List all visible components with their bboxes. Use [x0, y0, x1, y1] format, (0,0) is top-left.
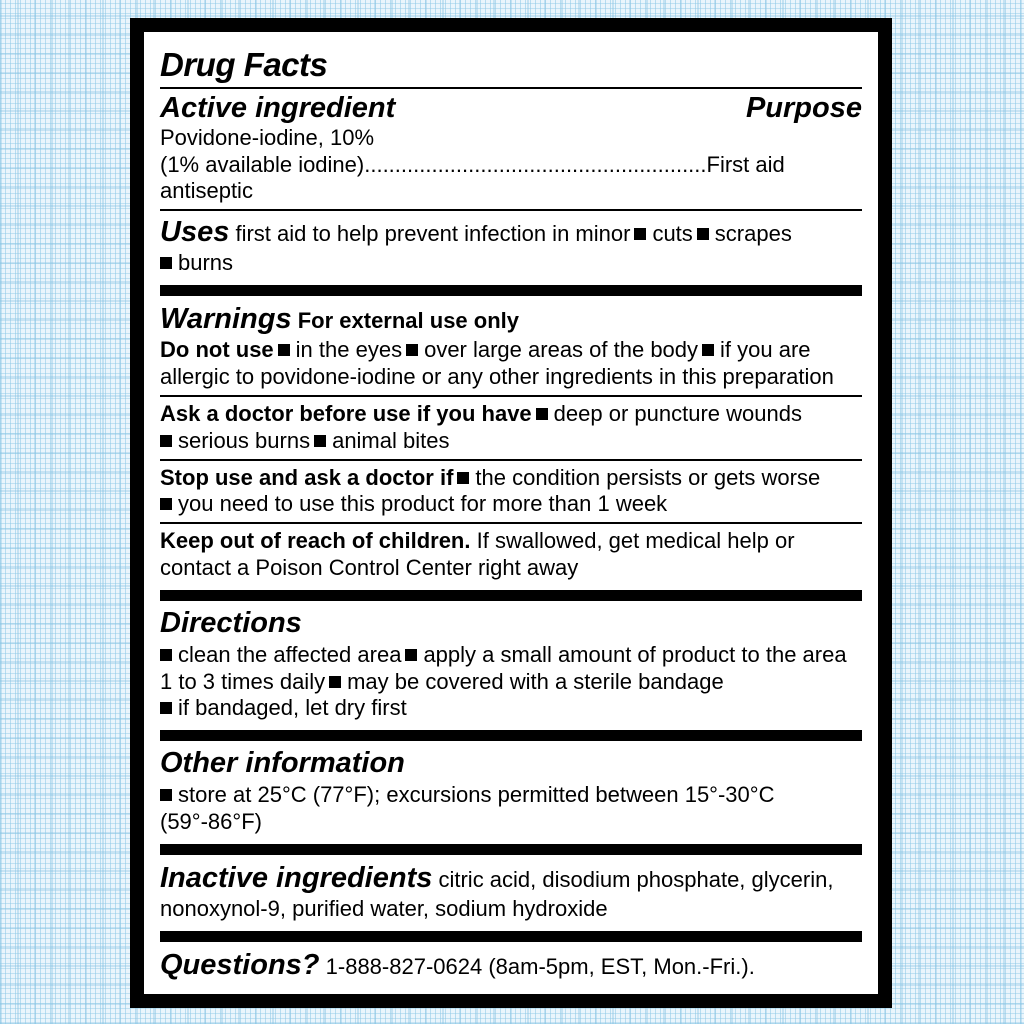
bullet-square-icon: [160, 257, 172, 269]
directions-item-1: apply a small amount of product to the area 1 to 3 times daily: [160, 641, 847, 694]
ask-doctor-label: Ask a doctor before use if you have: [160, 400, 532, 426]
inactive-ingredients-heading: Inactive ingredients: [160, 861, 433, 894]
divider: [160, 395, 862, 397]
uses-item-1: scrapes: [714, 220, 792, 246]
uses-section: [160, 215, 862, 277]
stop-use-item-1: you need to use this product for more than 1 week: [178, 491, 668, 517]
keep-out-label: Keep out of reach of children.: [160, 528, 471, 554]
keep-out-block: [160, 528, 862, 582]
divider-thick: [160, 931, 862, 942]
ask-doctor-item-2: animal bites: [332, 427, 450, 453]
bullet-square-icon: [160, 789, 172, 801]
ask-doctor-block: [160, 401, 862, 455]
do-not-use-item-1: over large areas of the body: [424, 337, 699, 363]
bullet-square-icon: [160, 702, 172, 714]
bullet-square-icon: [160, 498, 172, 510]
do-not-use-label: Do not use: [160, 337, 274, 363]
do-not-use-block: [160, 337, 862, 391]
bullet-square-icon: [160, 435, 172, 447]
warnings-subheading: For external use only: [297, 307, 520, 333]
leader-dots: ........................................................: [364, 151, 707, 177]
inactive-ingredients-block: [160, 861, 862, 923]
do-not-use-item-0: in the eyes: [295, 337, 403, 363]
bullet-square-icon: [457, 472, 469, 484]
uses-intro: first aid to help prevent infection in minor: [235, 220, 631, 246]
other-information-heading: Other information: [160, 747, 405, 780]
other-information-item-0: store at 25°C (77°F); excursions permitted between 15°-30°C (59°-86°F): [160, 782, 775, 835]
active-ingredient-header: [160, 93, 862, 123]
divider-thick: [160, 285, 862, 296]
divider: [160, 459, 862, 461]
divider-thick: [160, 730, 862, 741]
divider: [160, 87, 862, 89]
directions-item-2: may be covered with a sterile bandage: [347, 668, 724, 694]
bullet-square-icon: [406, 344, 418, 356]
divider-thick: [160, 844, 862, 855]
inactive-ingredients-text: citric acid, disodium phosphate, glycerin, nonoxynol-9, purified water, sodium hydroxide: [160, 866, 834, 922]
warnings-header: [160, 302, 862, 337]
other-information-list: [160, 782, 862, 836]
bullet-square-icon: [702, 344, 714, 356]
divider-thick: [160, 590, 862, 601]
stop-use-item-0: the condition persists or gets worse: [475, 464, 821, 490]
bullet-square-icon: [697, 228, 709, 240]
page-title: Drug Facts: [160, 46, 328, 83]
bullet-square-icon: [314, 435, 326, 447]
uses-heading: Uses: [160, 215, 230, 248]
uses-item-2: burns: [178, 249, 234, 275]
divider: [160, 209, 862, 211]
drug-facts-panel: [130, 18, 892, 1008]
bullet-square-icon: [536, 408, 548, 420]
directions-item-3: if bandaged, let dry first: [178, 695, 407, 721]
stop-use-block: [160, 465, 862, 519]
active-ingredient-name: (1% available iodine): [160, 151, 365, 177]
active-ingredient-heading: Active ingredient: [160, 92, 396, 124]
stop-use-label: Stop use and ask a doctor if: [160, 464, 454, 490]
questions-block: [160, 948, 862, 983]
active-ingredient-line2: [160, 152, 862, 205]
directions-list: [160, 642, 862, 722]
directions-heading: Directions: [160, 606, 302, 639]
bullet-square-icon: [278, 344, 290, 356]
active-ingredient-line1: Povidone-iodine, 10%: [160, 125, 375, 151]
directions-item-0: clean the affected area: [178, 641, 402, 667]
uses-item-0: cuts: [652, 220, 693, 246]
bullet-square-icon: [329, 676, 341, 688]
bullet-square-icon: [634, 228, 646, 240]
purpose-heading: Purpose: [745, 92, 862, 124]
warnings-heading: Warnings: [160, 302, 292, 335]
do-not-use-item-2: if you are allergic to povidone-iodine or any other ingredients in this preparation: [160, 337, 834, 390]
bullet-square-icon: [160, 649, 172, 661]
bullet-square-icon: [405, 649, 417, 661]
ask-doctor-item-0: deep or puncture wounds: [553, 400, 802, 426]
ask-doctor-item-1: serious burns: [178, 427, 311, 453]
questions-heading: Questions?: [160, 949, 320, 982]
questions-text: 1-888-827-0624 (8am-5pm, EST, Mon.-Fri.).: [325, 954, 755, 980]
keep-out-text: If swallowed, get medical help or contact a Poison Control Center right away: [160, 528, 795, 580]
active-ingredient-purpose: First aid antiseptic: [160, 151, 785, 204]
divider: [160, 522, 862, 524]
